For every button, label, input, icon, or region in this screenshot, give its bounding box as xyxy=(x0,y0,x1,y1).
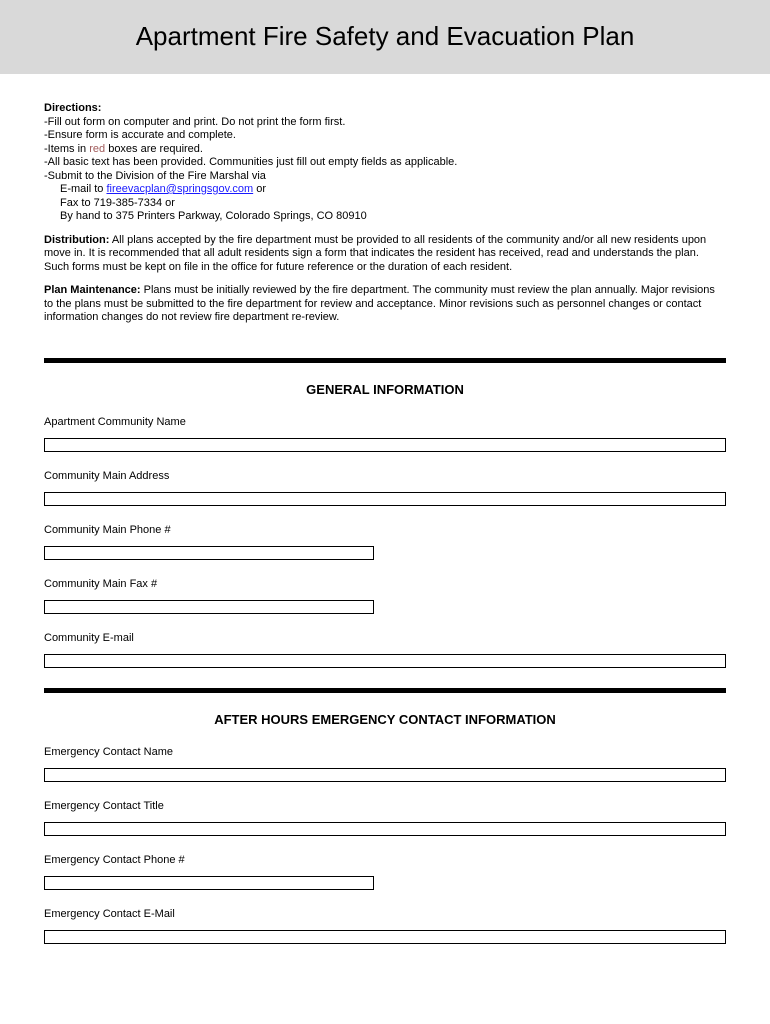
maintenance-text: Plans must be initially reviewed by the fire department. The community must review the plan annually. Major revisions to the plans must be submitted to the fire department for review and acceptance. Minor revisions such as personnel changes or contact information changes do not review fire department re-review. xyxy=(44,284,715,323)
emergency-title-input[interactable] xyxy=(44,822,726,836)
community-email-label: Community E-mail xyxy=(44,632,134,644)
section-divider xyxy=(44,688,726,693)
emergency-name-input[interactable] xyxy=(44,768,726,782)
email-link[interactable]: fireevacplan@springsgov.com xyxy=(106,183,254,195)
directions-line: -All basic text has been provided. Communities just fill out empty fields as applicable. xyxy=(44,156,458,168)
submit-email xyxy=(44,183,726,197)
community-email-input[interactable] xyxy=(44,654,726,668)
community-address-label: Community Main Address xyxy=(44,470,170,482)
red-word: red xyxy=(89,142,106,155)
emergency-email-label: Emergency Contact E-Mail xyxy=(44,908,175,920)
distribution-text: All plans accepted by the fire department must be provided to all residents of the community and/or all new residents upon move in. It is recommended that all adult residents sign a form that indicates the resident has received, read and understands the plan. Such forms must be kept on file in the office for future reference or the duration of each resident. xyxy=(44,233,707,273)
email-suffix: or xyxy=(253,183,267,195)
community-name-label: Apartment Community Name xyxy=(44,416,186,428)
email-prefix: E-mail to xyxy=(60,183,107,195)
maintenance-label: Plan Maintenance: xyxy=(44,284,141,296)
distribution-paragraph xyxy=(44,234,726,275)
directions-line: -Submit to the Division of the Fire Marshal via xyxy=(44,169,266,182)
directions-title: Directions: xyxy=(44,102,102,114)
emergency-title-label: Emergency Contact Title xyxy=(44,800,164,812)
directions-line xyxy=(44,143,726,157)
page-header xyxy=(0,0,770,74)
emergency-phone-label: Emergency Contact Phone # xyxy=(44,854,185,866)
submit-hand: By hand to 375 Printers Parkway, Colorado Springs, CO 80910 xyxy=(60,210,367,222)
distribution-label: Distribution: xyxy=(44,233,110,246)
community-phone-label: Community Main Phone # xyxy=(44,524,171,536)
directions-line: -Ensure form is accurate and complete. xyxy=(44,129,236,141)
submit-fax: Fax to 719-385-7334 or xyxy=(60,196,175,209)
directions-text: -Items in xyxy=(44,142,90,155)
general-information-title: GENERAL INFORMATION xyxy=(306,382,464,397)
instructions xyxy=(44,102,726,325)
page-title: Apartment Fire Safety and Evacuation Plan xyxy=(135,20,635,51)
directions-line: -Fill out form on computer and print. Do not print the form first. xyxy=(44,115,346,128)
community-phone-input[interactable] xyxy=(44,546,374,560)
after-hours-title: AFTER HOURS EMERGENCY CONTACT INFORMATION xyxy=(214,712,556,727)
emergency-name-label: Emergency Contact Name xyxy=(44,746,173,758)
emergency-phone-input[interactable] xyxy=(44,876,374,890)
community-fax-label: Community Main Fax # xyxy=(44,578,158,590)
community-name-input[interactable] xyxy=(44,438,726,452)
community-address-input[interactable] xyxy=(44,492,726,506)
directions-text: boxes are required. xyxy=(105,142,203,155)
community-fax-input[interactable] xyxy=(44,600,374,614)
maintenance-paragraph xyxy=(44,284,726,325)
section-divider xyxy=(44,358,726,363)
emergency-email-input[interactable] xyxy=(44,930,726,944)
